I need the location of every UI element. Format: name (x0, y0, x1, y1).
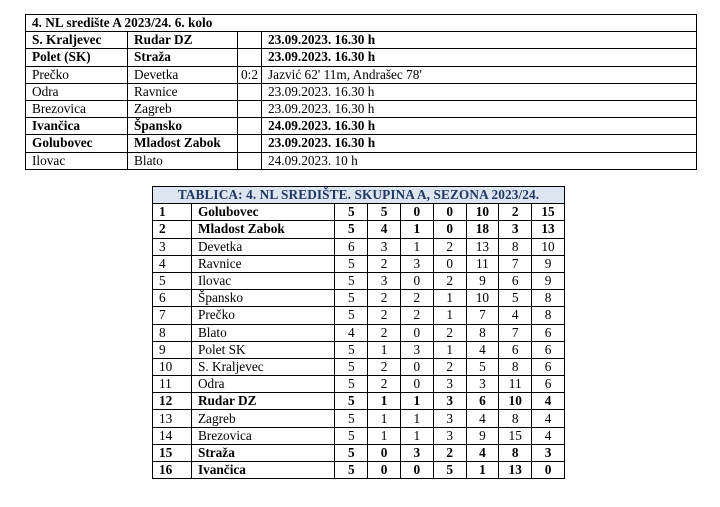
goals-for: 10 (466, 204, 499, 221)
match-row (26, 66, 697, 83)
draws: 1 (400, 410, 433, 427)
goals-for: 5 (466, 358, 499, 375)
losses: 3 (433, 376, 466, 393)
goals-against: 15 (499, 427, 532, 444)
points: 9 (532, 272, 565, 289)
losses: 5 (433, 462, 466, 479)
team-name: Golubovec (191, 204, 334, 221)
goals-for: 13 (466, 238, 499, 255)
match-row (26, 49, 697, 66)
position: 2 (153, 221, 192, 238)
match-info: Jazvić 62' 11m, Andrašec 78' (262, 66, 697, 83)
wins: 3 (368, 272, 401, 289)
standings-row (153, 376, 565, 393)
team-name: Špansko (191, 290, 334, 307)
points: 8 (532, 290, 565, 307)
match-info: 23.09.2023. 16.30 h (262, 49, 697, 66)
wins: 2 (368, 307, 401, 324)
points: 6 (532, 376, 565, 393)
position: 5 (153, 272, 192, 289)
goals-for: 4 (466, 410, 499, 427)
losses: 2 (433, 358, 466, 375)
standings-row (153, 358, 565, 375)
draws: 1 (400, 238, 433, 255)
position: 13 (153, 410, 192, 427)
draws: 1 (400, 221, 433, 238)
match-info: 24.09.2023. 10 h (262, 152, 697, 169)
draws: 2 (400, 307, 433, 324)
match-row (26, 152, 697, 169)
losses: 1 (433, 290, 466, 307)
points: 6 (532, 324, 565, 341)
losses: 1 (433, 307, 466, 324)
match-score (238, 152, 262, 169)
match-info: 23.09.2023. 16.30 h (262, 100, 697, 117)
team-name: Brezovica (191, 427, 334, 444)
team-name: Devetka (191, 238, 334, 255)
standings-row (153, 462, 565, 479)
played: 6 (335, 238, 368, 255)
draws: 0 (400, 324, 433, 341)
fixtures-title: 4. NL središte A 2023/24. 6. kolo (26, 15, 697, 32)
away-team: Zagreb (128, 100, 238, 117)
match-info: 23.09.2023. 16.30 h (262, 135, 697, 152)
played: 5 (335, 427, 368, 444)
losses: 2 (433, 272, 466, 289)
wins: 1 (368, 410, 401, 427)
standings-row (153, 290, 565, 307)
home-team: Ivančica (26, 118, 128, 135)
points: 6 (532, 358, 565, 375)
match-info: 24.09.2023. 16.30 h (262, 118, 697, 135)
away-team: Blato (128, 152, 238, 169)
position: 11 (153, 376, 192, 393)
losses: 3 (433, 410, 466, 427)
played: 5 (335, 341, 368, 358)
away-team: Mladost Zabok (128, 135, 238, 152)
played: 5 (335, 221, 368, 238)
position: 4 (153, 255, 192, 272)
position: 14 (153, 427, 192, 444)
match-row (26, 83, 697, 100)
goals-for: 1 (466, 462, 499, 479)
goals-for: 9 (466, 272, 499, 289)
draws: 3 (400, 341, 433, 358)
match-score (238, 49, 262, 66)
draws: 3 (400, 444, 433, 461)
wins: 2 (368, 324, 401, 341)
standings-row (153, 272, 565, 289)
goals-against: 8 (499, 238, 532, 255)
played: 5 (335, 444, 368, 461)
goals-against: 3 (499, 221, 532, 238)
goals-against: 8 (499, 358, 532, 375)
home-team: S. Kraljevec (26, 32, 128, 49)
match-score (238, 135, 262, 152)
fixtures-table (25, 14, 697, 170)
losses: 3 (433, 427, 466, 444)
wins: 2 (368, 376, 401, 393)
position: 6 (153, 290, 192, 307)
goals-against: 6 (499, 272, 532, 289)
away-team: Ravnice (128, 83, 238, 100)
points: 6 (532, 341, 565, 358)
standings-row (153, 341, 565, 358)
standings-row (153, 444, 565, 461)
goals-for: 3 (466, 376, 499, 393)
match-row (26, 100, 697, 117)
goals-for: 10 (466, 290, 499, 307)
team-name: Mladost Zabok (191, 221, 334, 238)
points: 4 (532, 393, 565, 410)
wins: 4 (368, 221, 401, 238)
match-info: 23.09.2023. 16.30 h (262, 83, 697, 100)
wins: 3 (368, 238, 401, 255)
points: 4 (532, 410, 565, 427)
wins: 5 (368, 204, 401, 221)
team-name: Odra (191, 376, 334, 393)
wins: 1 (368, 427, 401, 444)
goals-for: 18 (466, 221, 499, 238)
goals-against: 4 (499, 307, 532, 324)
standings-title: TABLICA: 4. NL SREDIŠTE. SKUPINA A, SEZONA 2023/24. (153, 187, 565, 204)
match-info: 23.09.2023. 16.30 h (262, 32, 697, 49)
goals-for: 4 (466, 341, 499, 358)
team-name: Straža (191, 444, 334, 461)
losses: 0 (433, 204, 466, 221)
match-row (26, 32, 697, 49)
home-team: Ilovac (26, 152, 128, 169)
home-team: Golubovec (26, 135, 128, 152)
wins: 0 (368, 462, 401, 479)
position: 7 (153, 307, 192, 324)
standings-row (153, 307, 565, 324)
home-team: Prečko (26, 66, 128, 83)
team-name: Blato (191, 324, 334, 341)
played: 5 (335, 290, 368, 307)
standings-row (153, 255, 565, 272)
goals-for: 7 (466, 307, 499, 324)
points: 10 (532, 238, 565, 255)
points: 13 (532, 221, 565, 238)
position: 15 (153, 444, 192, 461)
team-name: Ravnice (191, 255, 334, 272)
wins: 2 (368, 255, 401, 272)
match-score (238, 83, 262, 100)
losses: 0 (433, 221, 466, 238)
points: 0 (532, 462, 565, 479)
losses: 3 (433, 393, 466, 410)
standings-table (152, 186, 565, 479)
standings-row (153, 324, 565, 341)
goals-against: 11 (499, 376, 532, 393)
match-score (238, 32, 262, 49)
position: 9 (153, 341, 192, 358)
match-score (238, 100, 262, 117)
goals-against: 10 (499, 393, 532, 410)
home-team: Odra (26, 83, 128, 100)
played: 5 (335, 376, 368, 393)
goals-against: 7 (499, 324, 532, 341)
draws: 3 (400, 255, 433, 272)
standings-row (153, 410, 565, 427)
away-team: Rudar DZ (128, 32, 238, 49)
goals-against: 8 (499, 444, 532, 461)
wins: 1 (368, 393, 401, 410)
team-name: Ilovac (191, 272, 334, 289)
team-name: S. Kraljevec (191, 358, 334, 375)
position: 16 (153, 462, 192, 479)
position: 1 (153, 204, 192, 221)
match-score (238, 118, 262, 135)
home-team: Brezovica (26, 100, 128, 117)
draws: 0 (400, 462, 433, 479)
played: 5 (335, 255, 368, 272)
goals-against: 7 (499, 255, 532, 272)
played: 5 (335, 410, 368, 427)
team-name: Zagreb (191, 410, 334, 427)
standings-row (153, 221, 565, 238)
fixtures-title-row (26, 15, 697, 32)
position: 8 (153, 324, 192, 341)
points: 8 (532, 307, 565, 324)
team-name: Polet SK (191, 341, 334, 358)
goals-against: 13 (499, 462, 532, 479)
team-name: Ivančica (191, 462, 334, 479)
home-team: Polet (SK) (26, 49, 128, 66)
standings-row (153, 238, 565, 255)
goals-for: 6 (466, 393, 499, 410)
played: 4 (335, 324, 368, 341)
away-team: Devetka (128, 66, 238, 83)
team-name: Rudar DZ (191, 393, 334, 410)
points: 15 (532, 204, 565, 221)
goals-against: 5 (499, 290, 532, 307)
losses: 0 (433, 255, 466, 272)
away-team: Straža (128, 49, 238, 66)
goals-for: 11 (466, 255, 499, 272)
match-row (26, 118, 697, 135)
draws: 0 (400, 358, 433, 375)
position: 10 (153, 358, 192, 375)
position: 12 (153, 393, 192, 410)
standings-row (153, 393, 565, 410)
played: 5 (335, 204, 368, 221)
losses: 2 (433, 324, 466, 341)
position: 3 (153, 238, 192, 255)
played: 5 (335, 393, 368, 410)
points: 3 (532, 444, 565, 461)
wins: 2 (368, 358, 401, 375)
wins: 0 (368, 444, 401, 461)
standings-title-row (153, 187, 565, 204)
goals-against: 2 (499, 204, 532, 221)
draws: 1 (400, 427, 433, 444)
away-team: Špansko (128, 118, 238, 135)
standings-row (153, 427, 565, 444)
draws: 0 (400, 204, 433, 221)
played: 5 (335, 307, 368, 324)
points: 4 (532, 427, 565, 444)
goals-for: 9 (466, 427, 499, 444)
goals-for: 4 (466, 444, 499, 461)
losses: 2 (433, 444, 466, 461)
goals-against: 8 (499, 410, 532, 427)
played: 5 (335, 272, 368, 289)
points: 9 (532, 255, 565, 272)
match-row (26, 135, 697, 152)
goals-for: 8 (466, 324, 499, 341)
wins: 1 (368, 341, 401, 358)
draws: 2 (400, 290, 433, 307)
standings-row (153, 204, 565, 221)
match-score: 0:2 (238, 66, 262, 83)
draws: 1 (400, 393, 433, 410)
draws: 0 (400, 376, 433, 393)
played: 5 (335, 358, 368, 375)
played: 5 (335, 462, 368, 479)
team-name: Prečko (191, 307, 334, 324)
goals-against: 6 (499, 341, 532, 358)
losses: 2 (433, 238, 466, 255)
draws: 0 (400, 272, 433, 289)
wins: 2 (368, 290, 401, 307)
losses: 1 (433, 341, 466, 358)
